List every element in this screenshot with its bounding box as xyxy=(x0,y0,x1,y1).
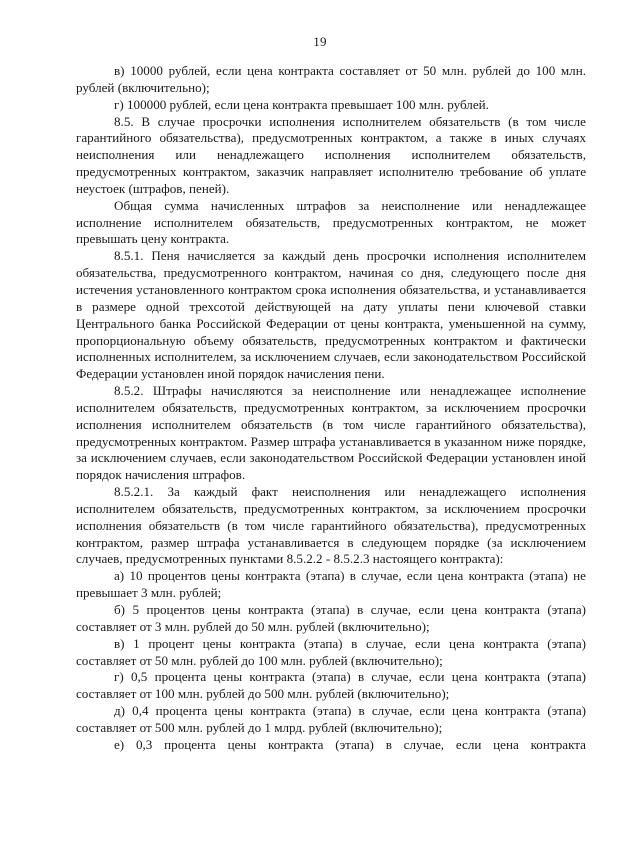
paragraph-item-v: в) 1 процент цены контракта (этапа) в случае, если цена контракта (этапа) составляет от 50 млн. рублей до 100 млн. рублей (включительно); xyxy=(76,635,586,668)
paragraph-total-fines: Общая сумма начисленных штрафов за неисполнение или ненадлежащее исполнение исполнителем обязательств, предусмотренных контрактом, не может превышать цену контракта. xyxy=(76,197,586,247)
paragraph-item-b: б) 5 процентов цены контракта (этапа) в случае, если цена контракта (этапа) составляет от 3 млн. рублей до 50 млн. рублей (включительно); xyxy=(76,602,586,634)
paragraph-clause-8-5-2: 8.5.2. Штрафы начисляются за неисполнение или ненадлежащее исполнение исполнителем обязательств, предусмотренных контрактом, за исключением просрочки исполнения исполнителем обязательств (в том числе гарантийного обязательства), предусмотренных контрактом. Размер штрафа устанавливается в указанном ниже порядке, за исключением случаев, если законодательством Российской Федерации установлен иной порядок начисления штрафов. xyxy=(76,383,586,483)
paragraph-item-g-100000: г) 100000 рублей, если цена контракта превышает 100 млн. рублей. xyxy=(114,96,489,112)
paragraph-item-a: а) 10 процентов цены контракта (этапа) в случае, если цена контракта (этапа) не превышает 3 млн. рублей; xyxy=(76,568,586,601)
paragraph-item-e: е) 0,3 процента цены контракта (этапа) в случае, если цена контракта xyxy=(114,736,586,752)
document-body xyxy=(76,63,586,754)
paragraph-clause-8-5-2-1: 8.5.2.1. За каждый факт неисполнения или ненадлежащего исполнения исполнителем обязательств, предусмотренных контрактом, за исключением просрочки исполнения обязательств (в том числе гарантийного обязательства), предусмотренных контрактом, размер штрафа устанавливается в следующем порядке (за исключением случаев, предусмотренных пунктами 8.5.2.2 - 8.5.2.3 настоящего контракта): xyxy=(76,484,586,567)
paragraph-item-d: д) 0,4 процента цены контракта (этапа) в случае, если цена контракта (этапа) составляет от 500 млн. рублей до 1 млрд. рублей (включительно); xyxy=(76,703,586,735)
paragraph-item-v-10000: в) 10000 рублей, если цена контракта составляет от 50 млн. рублей до 100 млн. рублей (включительно); xyxy=(76,63,586,95)
paragraph-item-g: г) 0,5 процента цены контракта (этапа) в случае, если цена контракта (этапа) составляет от 100 млн. рублей до 500 млн. рублей (включительно); xyxy=(76,669,586,702)
paragraph-clause-8-5-1: 8.5.1. Пеня начисляется за каждый день просрочки исполнения исполнителем обязательства, предусмотренного контрактом, начиная со дня, следующего после дня истечения установленного контрактом срока исполнения обязательства, и устанавливается в размере одной трехсотой действующей на дату уплаты пени ключевой ставки Центрального банка Российской Федерации от цены контракта, уменьшенной на сумму, пропорциональную объему обязательств, предусмотренных контрактом и фактически исполненных исполнителем, за исключением случаев, если законодательством Российской Федерации установлен иной порядок начисления пени. xyxy=(76,248,586,382)
paragraph-clause-8-5: 8.5. В случае просрочки исполнения исполнителем обязательств (в том числе гарантийного обязательства), предусмотренных контрактом, а также в иных случаях неисполнения или ненадлежащего исполнения исполнителем обязательств, предусмотренных контрактом, заказчик направляет исполнителю требование об уплате неустоек (штрафов, пеней). xyxy=(76,113,586,196)
page-number: 19 xyxy=(313,34,327,49)
